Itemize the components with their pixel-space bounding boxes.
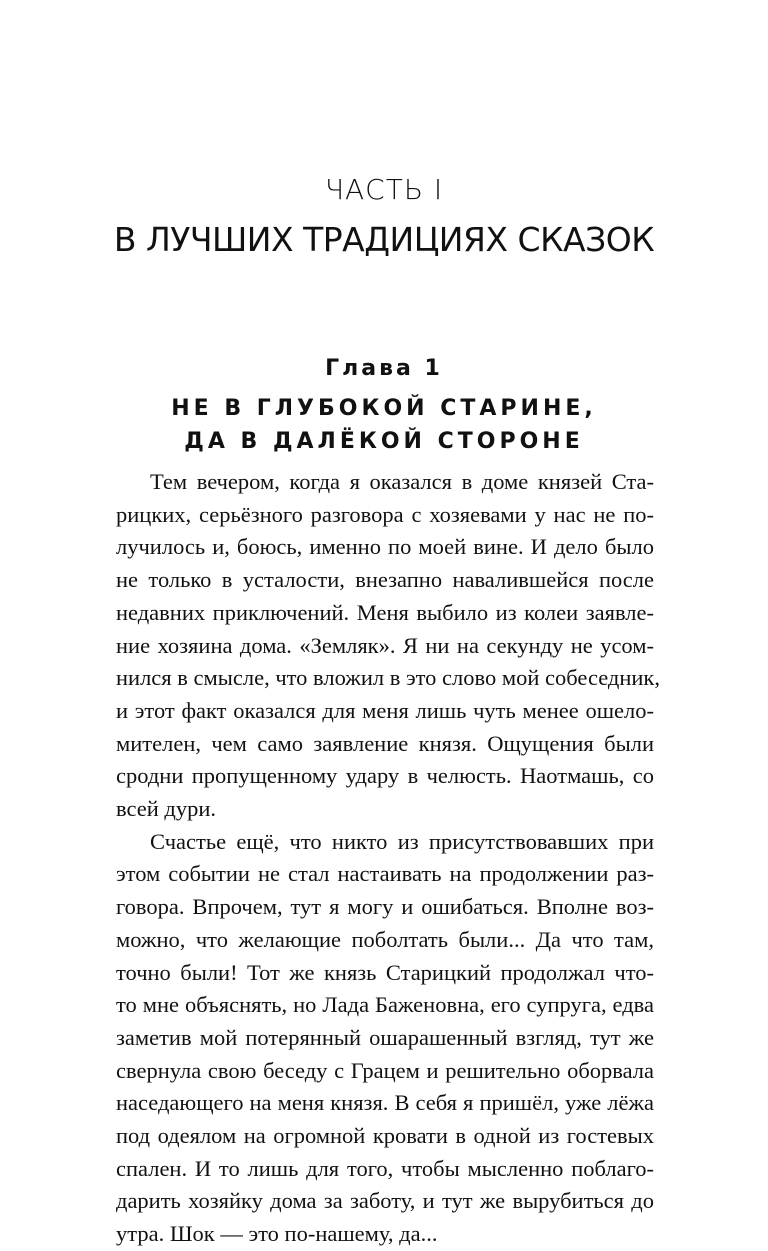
part-label: ЧАСТЬ I (324, 173, 444, 206)
text-line: ние хозяина дома. «Земляк». Я ни на секунду не усом- (116, 632, 654, 658)
text-line: можно, что желающие поболтать были... Да что там, (116, 926, 654, 952)
chapter-title-line: ДА В ДАЛЁКОЙ СТОРОНЕ (184, 429, 584, 454)
chapter-title-line: НЕ В ГЛУБОКОЙ СТАРИНЕ, (171, 396, 597, 421)
chapter-label: Глава 1 (325, 356, 443, 381)
text-line: утра. Шок — это по-нашему, да... (116, 1221, 438, 1247)
text-line: лучилось и, боюсь, именно по моей вине. И дело было (116, 534, 654, 560)
text-line: рицких, серьёзного разговора с хозяевами у нас не по- (116, 501, 654, 527)
text-line: свернула свою беседу с Грацем и решительно оборвала (116, 1057, 654, 1083)
text-line: под одеялом на огромной кровати в одной из гостевых (116, 1123, 654, 1149)
paragraph (116, 826, 654, 1251)
part-title: В ЛУЧШИХ ТРАДИЦИЯХ СКАЗОК (113, 220, 655, 259)
text-line: этом событии не стал настаивать на продолжении раз- (116, 861, 654, 887)
body-text (116, 466, 660, 1251)
paragraph (116, 466, 660, 826)
text-line: не только в усталости, внезапно навалившейся после (116, 567, 654, 593)
text-line: спален. И то лишь для того, чтобы мысленно поблаго- (116, 1155, 654, 1181)
text-line: недавних приключений. Меня выбило из колеи заявле- (116, 599, 654, 625)
text-line: всей дури. (116, 796, 217, 822)
text-line: наседающего на меня князя. В себя я пришёл, уже лёжа (116, 1090, 654, 1116)
text-line: заметив мой потерянный ошарашенный взгляд, тут же (116, 1024, 654, 1050)
text-line: дарить хозяйку дома за заботу, и тут же вырубиться до (116, 1188, 654, 1214)
text-line: Тем вечером, когда я оказался в доме князей Ста- (150, 469, 654, 494)
text-line: то мне объяснять, но Лада Баженовна, его супруга, едва (116, 992, 654, 1018)
text-line: говора. Впрочем, тут я могу и ошибаться. Вполне воз- (116, 894, 654, 920)
text-line: точно были! Тот же князь Старицкий продолжал что- (116, 959, 654, 985)
text-line: сродни пропущенному удару в челюсть. Наотмашь, со (116, 763, 654, 789)
text-line: мителен, чем само заявление князя. Ощущения были (116, 730, 654, 756)
text-line: Счастье ещё, что никто из присутствовавших при (150, 828, 654, 854)
text-line: и этот факт оказался для меня лишь чуть менее ошело- (116, 697, 654, 723)
text-line: нился в смысле, что вложил в это слово мой собеседник, (116, 665, 660, 691)
chapter-title (0, 392, 768, 458)
